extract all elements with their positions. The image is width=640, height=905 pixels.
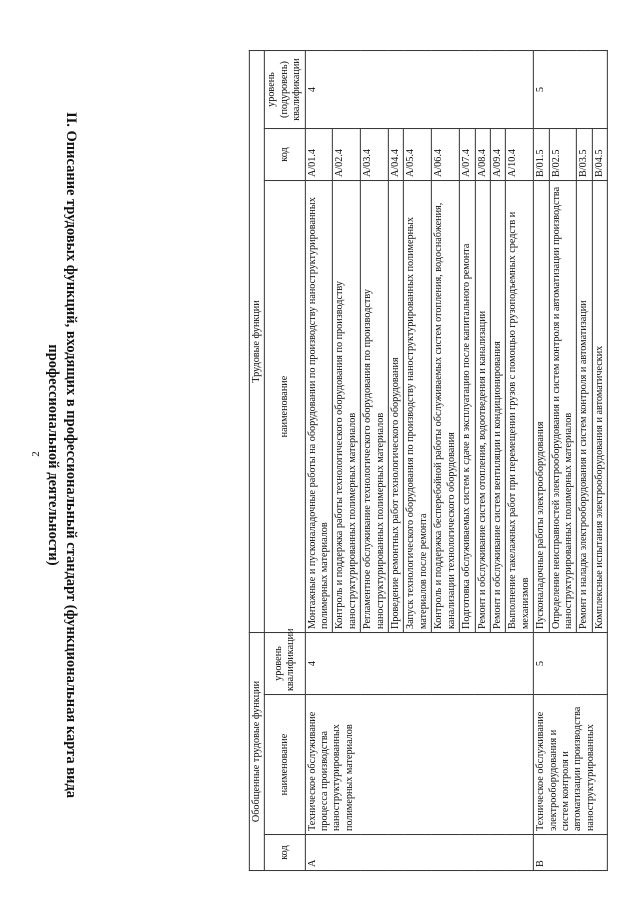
table-row: [305, 51, 333, 871]
function-code: A/05.4: [404, 129, 432, 181]
function-name: Контроль и поддержка бесперебойной работы обслуживаемых систем отопления, водоснабжения, канализации технологического оборудования: [432, 181, 460, 633]
function-code: B/01.5: [533, 129, 548, 181]
function-code: A/01.4: [305, 129, 333, 181]
table-row: [533, 51, 548, 871]
header-tf-code: код: [265, 129, 305, 181]
function-name: Контроль и поддержка работы технологического оборудования по производству наноструктурированных полимерных материалов: [333, 181, 361, 633]
header-labor: Трудовые функции: [249, 51, 264, 633]
group-name: Техническое обслуживание электрооборудования и систем контроля и автоматизации производства наноструктурированных: [533, 695, 607, 835]
title-line-2: профессиональной деятельности): [45, 344, 61, 566]
function-code: A/10.4: [506, 129, 534, 181]
function-level: 5: [533, 51, 607, 129]
function-code: A/09.4: [490, 129, 505, 181]
function-name: Подготовка обслуживаемых систем к сдаче в эксплуатацию после капитального ремонта: [459, 181, 474, 633]
function-name: Пусконаладочные работы электрооборудования: [533, 181, 548, 633]
function-name: Ремонт и наладка электрооборудования и систем контроля и автоматизации: [577, 181, 592, 633]
function-code: A/02.4: [333, 129, 361, 181]
function-code: A/08.4: [475, 129, 490, 181]
title-line-1: II. Описание трудовых функций, входящих в профессиональный стандарт (функциональная карта вида: [63, 111, 79, 799]
function-name: Монтажные и пусконаладочные работы на оборудовании по производству наноструктурированных полимерных материалов: [305, 181, 333, 633]
rotated-content: [28, 10, 628, 900]
group-code: B: [533, 835, 607, 871]
header-code: код: [265, 835, 305, 871]
function-name: Ремонт и обслуживание систем вентиляции и кондиционирования: [490, 181, 505, 633]
functional-map-table: [249, 50, 608, 871]
section-title: [44, 10, 80, 900]
function-code: A/04.4: [388, 129, 403, 181]
page-number: 2: [30, 451, 42, 457]
header-name: наименование: [265, 695, 305, 835]
function-level: 4: [305, 51, 534, 129]
header-level: уровень квалификации: [265, 633, 305, 695]
function-name: Проведение ремонтных работ технологического оборудования: [388, 181, 403, 633]
header-tf-name: наименование: [265, 181, 305, 633]
function-name: Ремонт и обслуживание систем отопления, водоотведения и канализации: [475, 181, 490, 633]
function-code: B/04.5: [592, 129, 607, 181]
function-code: A/06.4: [432, 129, 460, 181]
group-code: A: [305, 835, 534, 871]
function-name: Комплексные испытания электрооборудования и автоматических: [592, 181, 607, 633]
function-name: Запуск технологического оборудования по производству наноструктурированных полимерных материалов после ремонта: [404, 181, 432, 633]
function-code: B/02.5: [549, 129, 577, 181]
header-tf-level: уровень (подуровень) квалификации: [265, 51, 305, 129]
function-name: Определение неисправностей электрооборудования и систем контроля и автоматизации производства наноструктурированных полимерных материалов: [549, 181, 577, 633]
group-level: 4: [305, 633, 534, 695]
function-name: Выполнение такелажных работ при перемещении грузов с помощью грузоподъемных средств и механизмов: [506, 181, 534, 633]
group-name: Техническое обслуживание процесса производства наноструктурированных полимерных материалов: [305, 695, 534, 835]
function-name: Регламентное обслуживание технологического оборудования по производству наноструктурированных полимерных материалов: [361, 181, 389, 633]
function-code: A/03.4: [361, 129, 389, 181]
group-level: 5: [533, 633, 607, 695]
function-code: B/03.5: [577, 129, 592, 181]
header-generalized: Обобщенные трудовые функции: [249, 633, 264, 871]
function-code: A/07.4: [459, 129, 474, 181]
